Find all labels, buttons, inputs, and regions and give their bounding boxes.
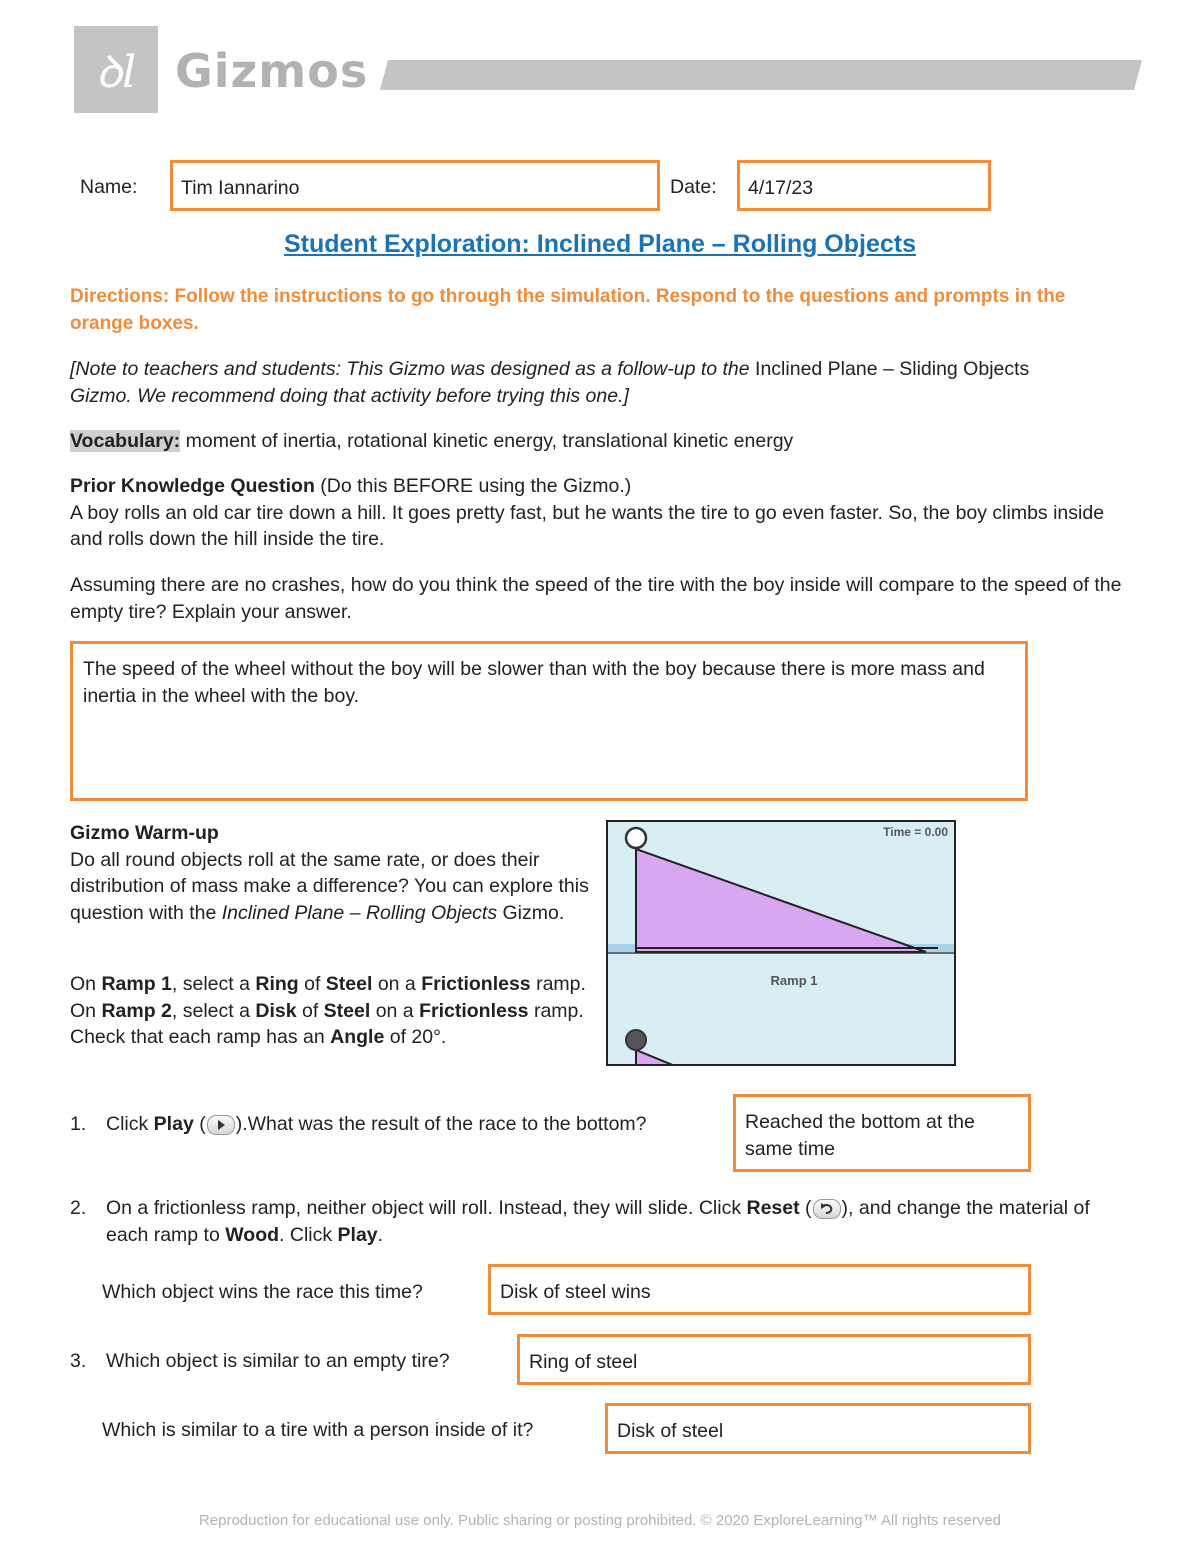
q2-a: On a frictionless ramp, neither object will roll. Instead, they will slide. Click — [106, 1197, 747, 1219]
vocabulary — [70, 428, 1120, 455]
name-field[interactable] — [170, 160, 660, 211]
q2-text — [106, 1195, 1116, 1248]
warmup-instruction-segment: on a — [370, 999, 420, 1022]
date-label: Date: — [670, 176, 717, 198]
inclined-plane-diagram — [608, 822, 954, 1064]
warmup-instruction-segment: On — [70, 973, 102, 995]
warmup-instruction-segment: Ramp 1 — [101, 973, 172, 995]
logo-tile — [74, 26, 158, 113]
explorelearning-logo-icon: ꝺl — [95, 46, 137, 98]
q2-h: . — [377, 1223, 384, 1246]
q3-answer2-box[interactable] — [605, 1403, 1031, 1454]
q3-answer-box[interactable] — [517, 1334, 1031, 1385]
directions: Directions: Follow the instructions to go through the simulation. Respond to the questions and prompts in the orange boxes. — [70, 286, 1066, 334]
q2-wood-label: Wood — [225, 1223, 280, 1246]
vocabulary-label: Vocabulary: — [70, 430, 181, 452]
name-label: Name: — [80, 176, 138, 198]
q2-answer-box[interactable] — [488, 1264, 1031, 1315]
q2-d: ), and change the material of each ramp to — [106, 1197, 1090, 1246]
warmup-instruction-segment: Angle — [330, 1026, 385, 1048]
q2-play-label: Play — [337, 1223, 378, 1246]
warmup-instruction-segment: Disk — [255, 999, 297, 1022]
warmup-instruction-segment: of — [296, 999, 324, 1022]
reset-icon — [813, 1199, 841, 1219]
q1-a: Click — [106, 1113, 154, 1135]
q3-number: 3. — [70, 1350, 87, 1372]
q1-text — [106, 1111, 726, 1138]
q2-c: ( — [799, 1197, 812, 1219]
note-open: [Note to teachers and students: This Gizmo was designed as a follow-up to the — [70, 358, 756, 380]
warmup-instruction-segment: Steel — [323, 999, 371, 1022]
q3-sub-question: Which is similar to a tire with a person inside of it? — [102, 1419, 534, 1441]
note-mid: Gizmo. We recommend doing that activity before trying this one.] — [70, 384, 629, 407]
warmup-p1-ref: Inclined Plane – Rolling Objects — [221, 901, 498, 924]
warmup-instruction-segment: ramp. On — [70, 973, 586, 1022]
date-value: 4/17/23 — [748, 177, 814, 199]
vocabulary-terms: moment of inertia, rotational kinetic energy, translational kinetic energy — [180, 430, 794, 452]
q1-play-label: Play — [153, 1113, 194, 1135]
q2-reset-label: Reset — [746, 1197, 800, 1219]
warmup-instruction-segment: of — [298, 973, 326, 995]
warmup-p1-text: Do all round objects roll at the same rate, or does their distribution of mass make a difference? You can explore this question with the — [70, 848, 589, 924]
prior-heading-note: (Do this BEFORE using the Gizmo.) — [314, 475, 632, 497]
warmup — [70, 820, 590, 926]
warmup-instruction-segment: , select a — [171, 999, 256, 1022]
brand-name: Gizmos — [175, 44, 369, 98]
footer-copyright: Reproduction for educational use only. Public sharing or posting prohibited. © 2020 ExploreLearning™ All rights reserved — [198, 1512, 1002, 1529]
teacher-note — [70, 356, 1080, 409]
warmup-heading: Gizmo Warm-up — [70, 822, 219, 844]
prior-knowledge — [70, 473, 1130, 553]
play-icon — [207, 1115, 235, 1135]
warmup-instruction-segment: ramp. Check that each ramp has an — [70, 999, 584, 1048]
warmup-instruction-segment: Ring — [255, 973, 299, 995]
warmup-instruction-segment: Frictionless — [419, 999, 529, 1022]
q1-d: ).What was the result of the race to the bottom? — [235, 1113, 647, 1135]
q3-answer2: Disk of steel — [617, 1420, 724, 1442]
q2-answer: Disk of steel wins — [500, 1281, 651, 1303]
q2-number: 2. — [70, 1197, 87, 1219]
warmup-instruction-segment: Ramp 2 — [101, 999, 172, 1022]
q1-c: ( — [193, 1113, 206, 1135]
warmup-instruction-segment: , select a — [171, 973, 256, 995]
sim-time-label: Time = 0.00 — [883, 825, 948, 839]
q1-answer-box[interactable] — [733, 1094, 1031, 1172]
q1-answer: Reached the bottom at the same time — [745, 1111, 975, 1160]
q2-sub-question: Which object wins the race this time? — [102, 1281, 423, 1303]
q1-number: 1. — [70, 1113, 87, 1135]
date-field[interactable] — [737, 160, 991, 211]
warmup-instruction-segment: Steel — [325, 973, 373, 995]
note-ref: Inclined Plane – Sliding Objects — [755, 358, 1030, 380]
q2-f: . Click — [279, 1223, 338, 1246]
prior-scenario: A boy rolls an old car tire down a hill. It goes pretty fast, but he wants the tire to go even faster. So, the boy climbs inside and rolls down the hill inside the tire. — [70, 501, 1105, 550]
warmup-instructions — [70, 971, 590, 1051]
warmup-instruction-segment: on a — [372, 973, 422, 995]
warmup-p1 — [70, 847, 590, 927]
warmup-p1-end: Gizmo. — [497, 901, 565, 924]
page-title: Student Exploration: Inclined Plane – Rolling Objects — [283, 230, 917, 258]
prior-answer-box[interactable] — [70, 641, 1028, 801]
prior-answer: The speed of the wheel without the boy will be slower than with the boy because there is more mass and inertia in the wheel with the boy. — [83, 658, 985, 707]
warmup-instruction-segment: of 20°. — [384, 1026, 447, 1048]
header-bar — [380, 60, 1142, 90]
q3-answer: Ring of steel — [529, 1351, 638, 1373]
warmup-instruction-segment: Frictionless — [421, 973, 531, 995]
name-value: Tim Iannarino — [181, 177, 300, 199]
prior-question: Assuming there are no crashes, how do you think the speed of the tire with the boy inside will compare to the speed of the empty tire? Explain your answer. — [70, 574, 1122, 623]
simulation-screenshot — [606, 820, 956, 1066]
sim-ramp-label: Ramp 1 — [770, 973, 818, 988]
prior-heading: Prior Knowledge Question — [70, 475, 315, 497]
q3-question: Which object is similar to an empty tire? — [106, 1350, 450, 1372]
